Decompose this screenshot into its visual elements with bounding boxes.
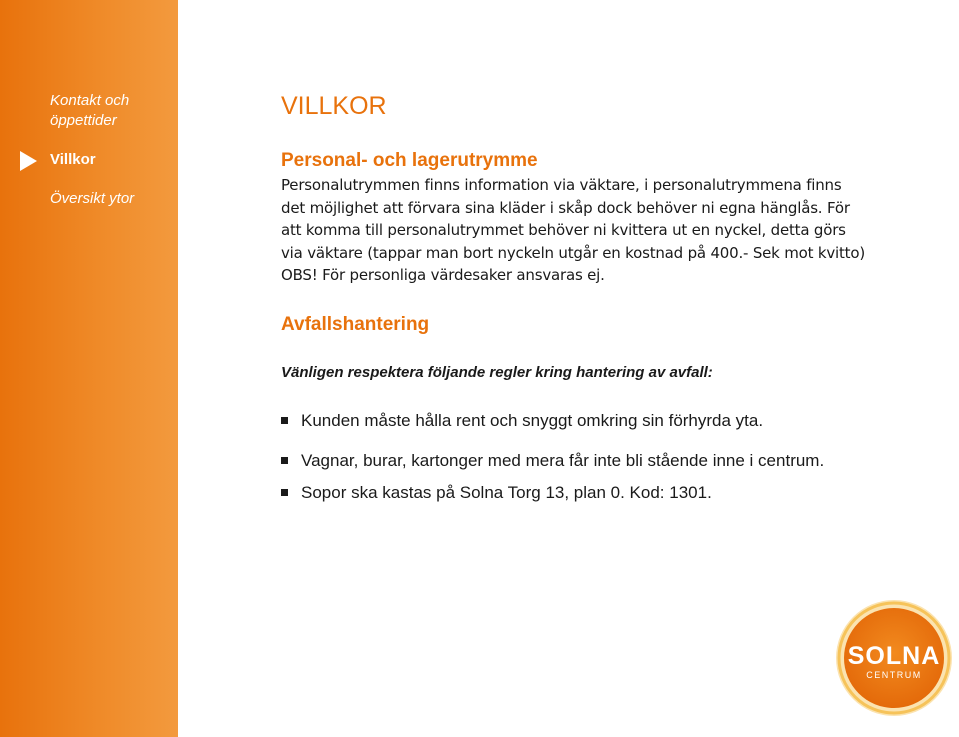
nav-item-villkor[interactable]: Villkor <box>50 151 96 168</box>
section-heading-avfall: Avfallshantering <box>281 314 430 335</box>
bullet-square-icon <box>281 457 288 464</box>
list-item-text: Sopor ska kastas på Solna Torg 13, plan 0. Kod: 1301. <box>301 483 712 502</box>
nav-item-kontakt-line2: öppettider <box>50 112 117 129</box>
logo-sub: CENTRUM <box>866 670 922 680</box>
nav-item-kontakt[interactable] <box>50 91 129 131</box>
list-item-text: Vagnar, burar, kartonger med mera får inte bli stående inne i centrum. <box>301 451 825 470</box>
nav-item-oversikt[interactable]: Översikt ytor <box>50 190 135 207</box>
page-title: VILLKOR <box>281 92 387 120</box>
solna-centrum-logo <box>834 598 954 718</box>
section-body-personal <box>281 174 901 287</box>
body-line: via väktare (tappar man bort nyckeln utgår en kostnad på 400.- Sek mot kvitto) <box>281 243 865 262</box>
section-heading-personal: Personal- och lagerutrymme <box>281 150 538 171</box>
logo-name: SOLNA <box>847 642 941 670</box>
play-arrow-icon <box>18 150 38 172</box>
bullet-square-icon <box>281 417 288 424</box>
body-line: det möjlighet att förvara sina kläder i skåp dock behöver ni egna hänglås. För <box>281 198 850 217</box>
body-line: att komma till personalutrymmet behöver ni kvittera ut en nyckel, detta görs <box>281 221 846 240</box>
body-line: OBS! För personliga värdesaker ansvaras ej. <box>281 266 605 285</box>
nav-item-kontakt-line1: Kontakt och <box>50 92 130 109</box>
section-intro-avfall: Vänligen respektera följande regler kring hantering av avfall: <box>281 364 713 381</box>
body-line: Personalutrymmen finns information via väktare, i personalutrymmena finns <box>281 176 842 194</box>
bullet-square-icon <box>281 489 288 496</box>
sidebar <box>0 0 178 737</box>
list-item-text: Kunden måste hålla rent och snyggt omkring sin förhyrda yta. <box>301 411 764 430</box>
